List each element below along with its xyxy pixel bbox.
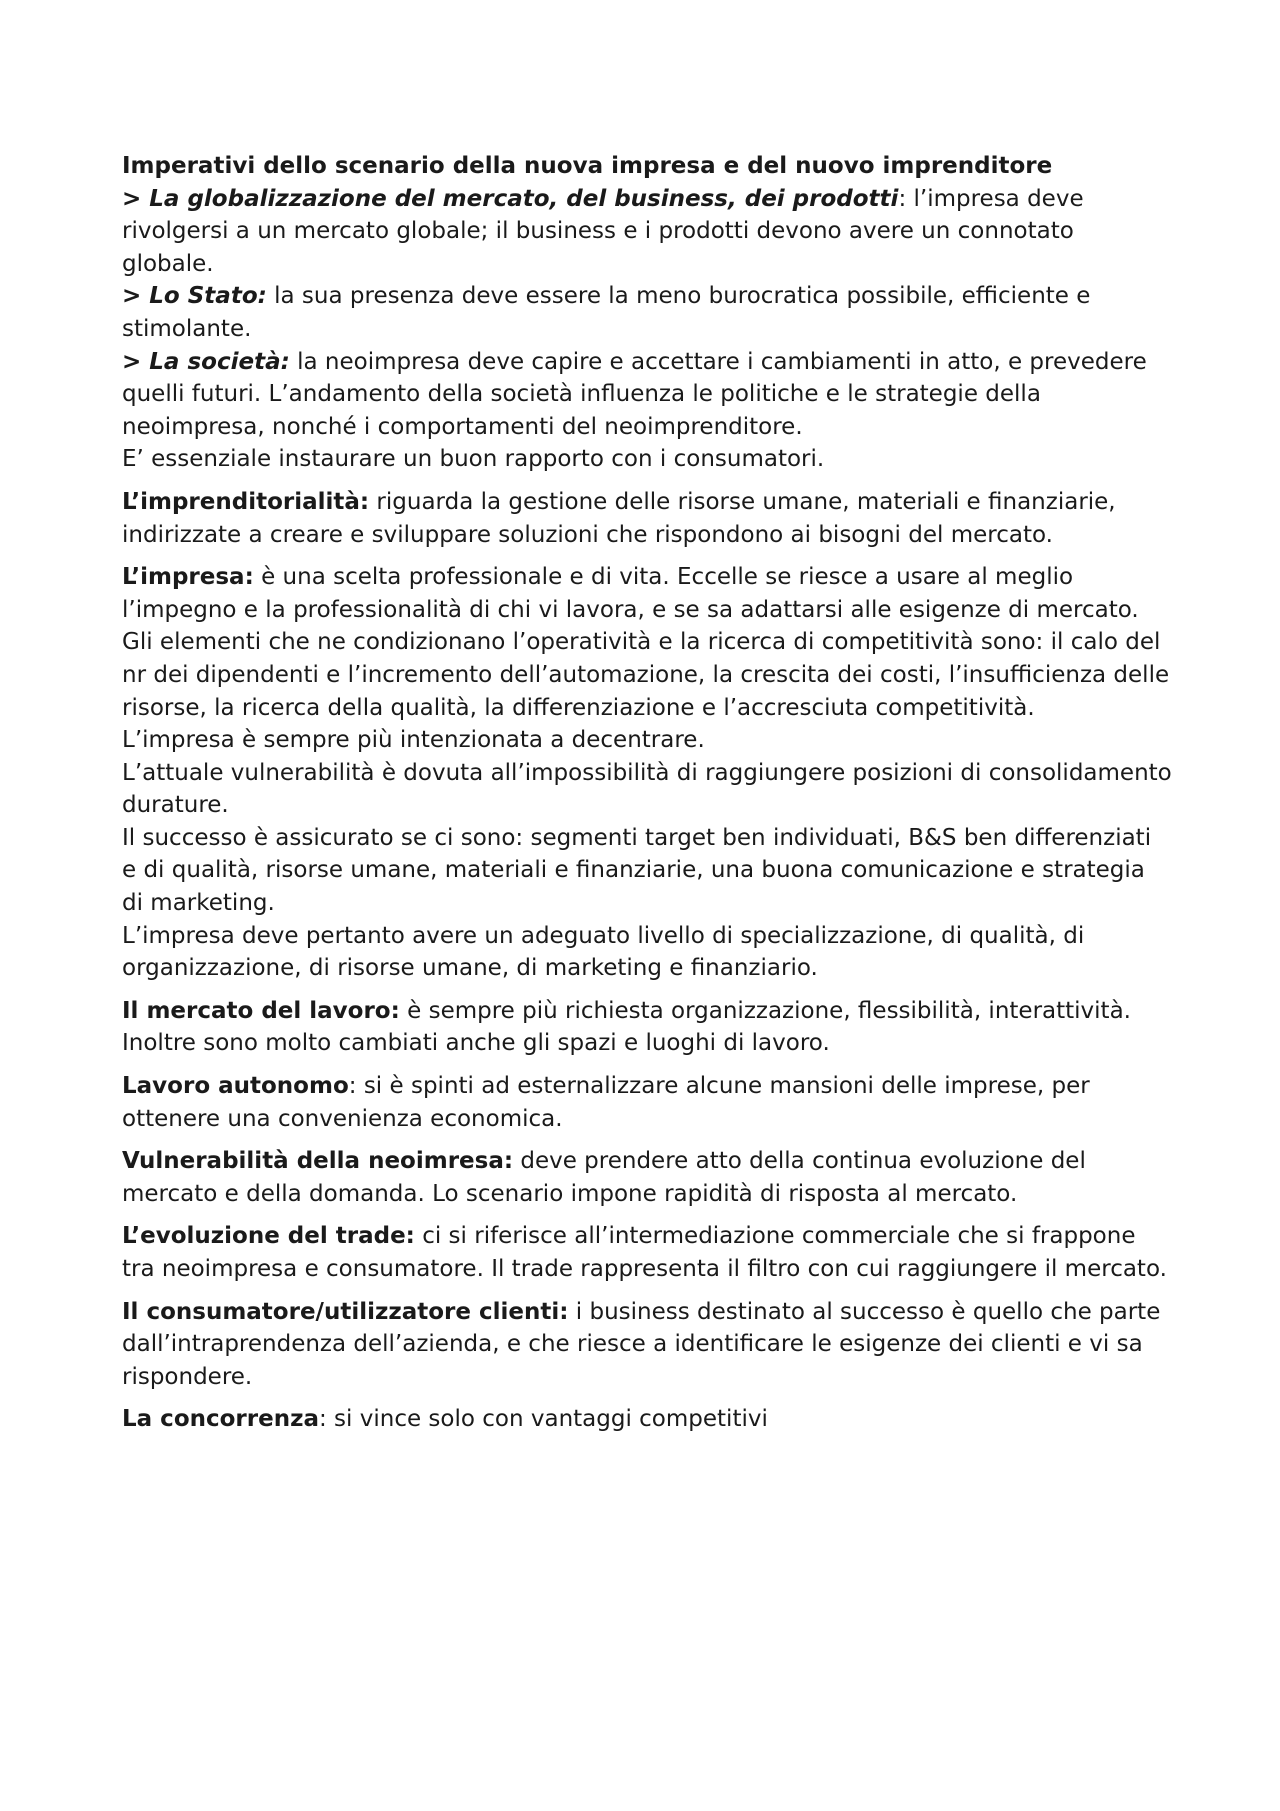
section-text: riguarda la gestione delle risorse umane, materiali e finanziarie, indirizzate a creare e sviluppare soluzioni che rispondono ai bisogni del mercato. <box>122 488 1116 548</box>
section-label: Lavoro autonomo <box>122 1073 349 1100</box>
section-text: : si è spinti ad esternalizzare alcune mansioni delle imprese, per ottenere una convenienza economica. <box>122 1073 1090 1132</box>
imperative-text: la neoimpresa deve capire e accettare i cambiamenti in atto, e prevedere quelli futuri. L’andamento della società influenza le politiche e le strategie della neoimpresa, nonché i comportamenti del neoimprenditore. <box>122 348 1147 440</box>
imperative-text: la sua presenza deve essere la meno burocratica possibile, efficiente e stimolante. <box>122 283 1091 342</box>
imperative-label: > La globalizzazione del mercato, del business, dei prodotti <box>122 185 899 212</box>
section-text: deve prendere atto della continua evoluzione del mercato e della domanda. Lo scenario impone rapidità di risposta al mercato. <box>122 1148 1086 1207</box>
imperative-globalizzazione <box>122 183 1172 281</box>
imperative-label: > Lo Stato: <box>122 283 267 310</box>
impresa-line: L’attuale vulnerabilità è dovuta all’impossibilità di raggiungere posizioni di consolidamento durature. <box>122 759 1172 819</box>
section-imprenditorialita <box>122 486 1172 551</box>
imperatives-note: E’ essenziale instaurare un buon rapporto con i consumatori. <box>122 446 825 473</box>
section-text: è sempre più richiesta organizzazione, flessibilità, interattività. Inoltre sono molto cambiati anche gli spazi e luoghi di lavoro. <box>122 997 1131 1057</box>
section-text: è una scelta professionale e di vita. Eccelle se riesce a usare al meglio l’impegno e la professionalità di chi vi lavora, e se sa adattarsi alle esigenze di mercato. <box>122 564 1139 623</box>
impresa-line: Il successo è assicurato se ci sono: segmenti target ben individuati, B&S ben differenziati e di qualità, risorse umane, materiali e finanziarie, una buona comunicazione e strategia di marketing. <box>122 824 1152 917</box>
section-text: ci si riferisce all’intermediazione commerciale che si frappone tra neoimpresa e consumatore. Il trade rappresenta il filtro con cui raggiungere il mercato. <box>122 1223 1167 1282</box>
imperative-text: : l’impresa deve rivolgersi a un mercato globale; il business e i prodotti devono avere un connotato globale. <box>122 185 1084 277</box>
section-label: La concorrenza <box>122 1406 319 1433</box>
impresa-intro <box>122 561 1172 626</box>
impresa-line: Gli elementi che ne condizionano l’operatività e la ricerca di competitività sono: il calo del nr dei dipendenti e l’incremento dell’automazione, la crescita dei costi, l’insufficienza delle risorse, la ricerca della qualità, la differenziazione e l’accresciuta competitività. <box>122 629 1170 721</box>
section-label: L’impresa: <box>122 564 254 591</box>
document-page <box>122 150 1172 1446</box>
document-title: Imperativi dello scenario della nuova impresa e del nuovo imprenditore <box>122 153 1053 179</box>
impresa-line: L’impresa è sempre più intenzionata a decentrare. <box>122 727 705 754</box>
impresa-line: L’impresa deve pertanto avere un adeguato livello di specializzazione, di qualità, di organizzazione, di risorse umane, di marketing e finanziario. <box>122 922 1085 982</box>
imperative-label: > La società: <box>122 348 290 375</box>
section-impresa <box>122 561 1172 985</box>
section-consumatore <box>122 1296 1172 1394</box>
imperative-stato <box>122 280 1172 345</box>
section-label: Il consumatore/utilizzatore clienti: <box>122 1298 569 1325</box>
section-label: Vulnerabilità della neoimresa: <box>122 1148 514 1175</box>
section-text: i business destinato al successo è quello che parte dall’intraprendenza dell’azienda, e che riesce a identificare le esigenze dei clienti e vi sa rispondere. <box>122 1298 1161 1390</box>
section-mercato-lavoro <box>122 995 1172 1060</box>
section-label: L’imprenditorialità: <box>122 488 370 515</box>
imperatives-section <box>122 150 1172 476</box>
imperative-societa <box>122 346 1172 444</box>
section-trade <box>122 1220 1172 1285</box>
section-concorrenza <box>122 1403 1172 1436</box>
section-label: Il mercato del lavoro: <box>122 997 400 1024</box>
section-lavoro-autonomo <box>122 1070 1172 1135</box>
section-label: L’evoluzione del trade: <box>122 1223 415 1250</box>
section-text: : si vince solo con vantaggi competitivi <box>319 1406 768 1433</box>
section-vulnerabilita <box>122 1145 1172 1210</box>
